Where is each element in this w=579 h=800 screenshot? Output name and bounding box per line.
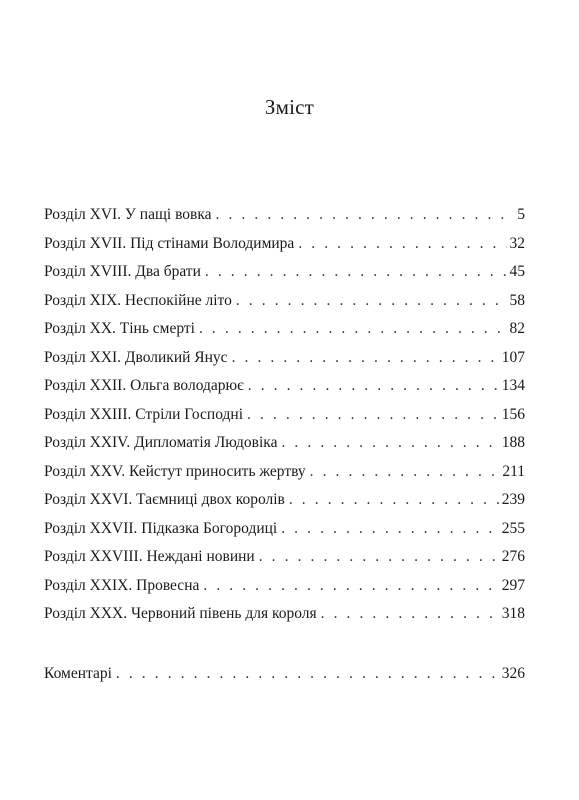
toc-entry-label: Розділ XVII. Під стінами Володимира xyxy=(44,234,295,252)
toc-entry xyxy=(44,292,525,321)
toc-entry xyxy=(44,406,525,435)
toc-entry-page: 82 xyxy=(509,320,525,337)
toc-entry-page: 326 xyxy=(501,665,525,682)
toc-leader-dots xyxy=(281,520,499,538)
toc-entry xyxy=(44,548,525,577)
toc-comments-section xyxy=(44,665,525,694)
toc-leader-dots xyxy=(236,292,507,310)
toc-entry-label: Розділ XXIX. Провесна xyxy=(44,576,200,594)
toc-entry-page: 156 xyxy=(501,405,525,423)
toc-entry-label: Розділ XXV. Кейстут приносить жертву xyxy=(44,462,306,480)
toc-entry xyxy=(44,320,525,349)
toc-entry xyxy=(44,520,525,549)
toc-entry-label: Коментарі xyxy=(44,665,112,682)
toc-entry xyxy=(44,235,525,264)
toc-leader-dots xyxy=(281,434,498,452)
toc-entry xyxy=(44,434,525,463)
toc-leader-dots xyxy=(203,577,498,595)
toc-entry-label: Розділ XXI. Дволикий Янус xyxy=(44,348,228,366)
toc-leader-dots xyxy=(216,206,515,224)
toc-leader-dots xyxy=(232,349,499,367)
toc-leader-dots xyxy=(247,406,499,424)
toc-leader-dots xyxy=(259,548,499,566)
toc-entry-page: 318 xyxy=(501,605,525,622)
toc-entry-label: Розділ XXVI. Таємниці двох королів xyxy=(44,491,285,508)
toc-leader-dots xyxy=(248,377,499,395)
toc-leader-dots xyxy=(116,665,499,683)
toc-entry xyxy=(44,491,525,520)
toc-entry xyxy=(44,206,525,235)
toc-leader-dots xyxy=(310,463,500,481)
toc-entry-page: 188 xyxy=(501,434,525,451)
toc-entry-page: 297 xyxy=(501,576,525,594)
page-title: Зміст xyxy=(264,95,315,119)
toc-entry-page: 32 xyxy=(509,234,525,252)
toc-entry xyxy=(44,263,525,292)
toc-entry-page: 45 xyxy=(509,263,525,280)
toc-entry xyxy=(44,349,525,378)
toc-entry-label: Розділ XVIII. Два брати xyxy=(44,263,201,280)
toc-entry-label: Розділ XIX. Неспокійне літо xyxy=(44,291,232,309)
toc-entry-label: Розділ XXX. Червоний півень для короля xyxy=(44,605,317,622)
toc-entry-label: Розділ XXVII. Підказка Богородиці xyxy=(44,519,278,537)
toc-leader-dots xyxy=(289,491,499,509)
toc-entry-page: 239 xyxy=(501,491,525,508)
toc-leader-dots xyxy=(298,235,506,253)
table-of-contents xyxy=(44,206,525,634)
toc-entry-page: 211 xyxy=(502,462,525,480)
toc-entry-label: Розділ XXIII. Стріли Господні xyxy=(44,405,244,423)
toc-entry-page: 58 xyxy=(509,291,525,309)
toc-entry xyxy=(44,377,525,406)
toc-entry-label: Розділ XX. Тінь смерті xyxy=(44,320,195,337)
toc-entry xyxy=(44,605,525,634)
toc-entry xyxy=(44,577,525,606)
toc-entry-label: Розділ XXIV. Дипломатія Людовіка xyxy=(44,434,278,451)
toc-entry-page: 5 xyxy=(517,206,525,223)
toc-entry-label: Розділ XVI. У пащі вовка xyxy=(44,206,212,223)
toc-entry xyxy=(44,463,525,492)
toc-entry-page: 276 xyxy=(501,548,525,565)
toc-entry-label: Розділ XXVIII. Неждані новини xyxy=(44,548,255,565)
toc-entry-comments xyxy=(44,665,525,694)
toc-entry-label: Розділ XXII. Ольга володарює xyxy=(44,377,244,394)
toc-leader-dots xyxy=(205,263,507,281)
toc-leader-dots xyxy=(199,320,507,338)
toc-entry-page: 134 xyxy=(501,377,525,394)
toc-entry-page: 107 xyxy=(501,348,525,366)
toc-entry-page: 255 xyxy=(501,519,525,537)
toc-leader-dots xyxy=(321,605,499,623)
